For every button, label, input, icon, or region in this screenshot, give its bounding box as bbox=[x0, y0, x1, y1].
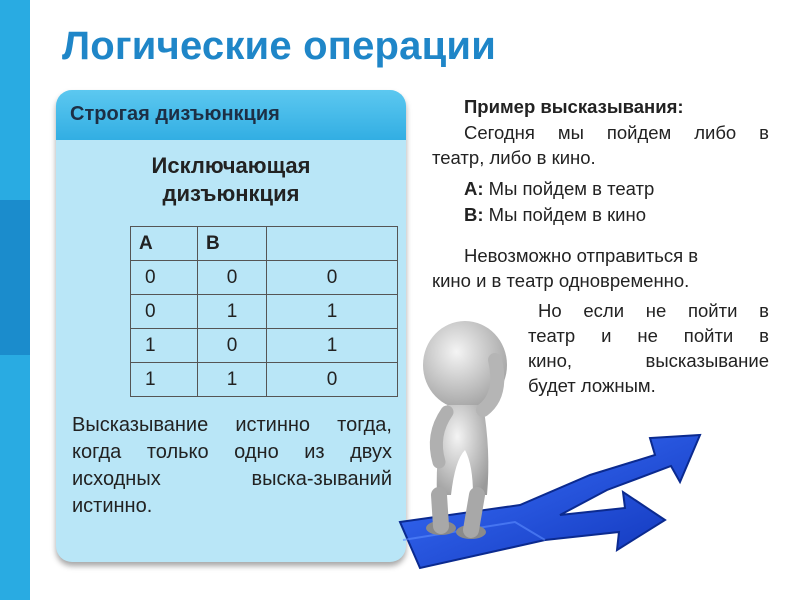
thinking-person-icon bbox=[423, 321, 507, 539]
subtitle-line-1: Исключающая bbox=[151, 153, 311, 178]
page-title: Логические операции bbox=[62, 24, 496, 68]
false-line-1: Но если не пойти в bbox=[538, 300, 769, 321]
definition-panel bbox=[56, 90, 406, 562]
panel-header bbox=[56, 90, 406, 140]
truth-table-header bbox=[131, 227, 398, 261]
cell: 0 bbox=[267, 363, 398, 397]
cell: 1 bbox=[131, 363, 198, 397]
example-sentence-line-2: театр, либо в кино. bbox=[432, 147, 596, 168]
cell: 0 bbox=[131, 261, 198, 295]
panel-header-label: Строгая дизъюнкция bbox=[70, 103, 280, 125]
example-heading: Пример высказывания: bbox=[464, 96, 684, 117]
subtitle-line-2: дизъюнкция bbox=[162, 181, 300, 206]
table-row bbox=[131, 295, 398, 329]
impossible-line-1: Невозможно отправиться в bbox=[464, 245, 699, 266]
table-row bbox=[131, 329, 398, 363]
false-line-4: будет ложным. bbox=[528, 375, 656, 396]
cell: 1 bbox=[267, 329, 398, 363]
header-result bbox=[267, 227, 398, 261]
statement-a-text: Мы пойдем в театр bbox=[488, 178, 655, 199]
cell: 0 bbox=[267, 261, 398, 295]
statement-b-text: Мы пойдем в кино bbox=[488, 204, 647, 225]
cell: 1 bbox=[198, 363, 267, 397]
example-sentence-line-1: Сегодня мы пойдем либо в bbox=[464, 122, 769, 143]
cell: 1 bbox=[131, 329, 198, 363]
table-row bbox=[131, 261, 398, 295]
table-row bbox=[131, 363, 398, 397]
header-b: B bbox=[198, 227, 267, 261]
statement-a bbox=[464, 176, 654, 201]
impossible-line-2: кино и в театр одновременно. bbox=[432, 270, 690, 291]
statement-b-label: В: bbox=[464, 204, 484, 225]
cell: 1 bbox=[198, 295, 267, 329]
panel-subtitle bbox=[56, 152, 406, 208]
definition-text: Высказывание истинно тогда, когда только одно из двух исходных выска-зываний истинно. bbox=[72, 414, 392, 517]
statement-b bbox=[464, 202, 646, 227]
false-line-3: кино, высказывание bbox=[528, 350, 769, 371]
cell: 0 bbox=[198, 329, 267, 363]
header-a: A bbox=[131, 227, 198, 261]
truth-table bbox=[130, 226, 398, 397]
cell: 0 bbox=[198, 261, 267, 295]
false-line-2: театр и не пойти в bbox=[528, 325, 769, 346]
side-strip-accent bbox=[0, 200, 30, 355]
cell: 0 bbox=[131, 295, 198, 329]
statement-a-label: А: bbox=[464, 178, 484, 199]
cell: 1 bbox=[267, 295, 398, 329]
thinking-figure-illustration bbox=[395, 300, 715, 585]
